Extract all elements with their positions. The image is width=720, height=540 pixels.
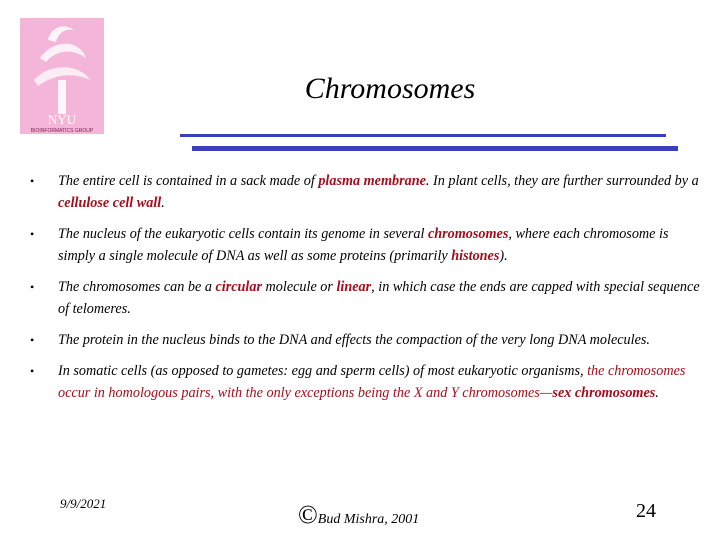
page-number: 24: [636, 500, 656, 522]
bullet-text-segment: .: [655, 385, 659, 401]
bullet-text-segment: the chromosomes occur in homologous pairs, with the only exceptions being the X and Y chromosomes—: [58, 363, 686, 401]
footer-date: 9/9/2021: [60, 496, 107, 511]
bullet-text-segment: chromosomes: [427, 226, 509, 242]
bullet-text-segment: .: [161, 195, 165, 211]
bullet-text-segment: sex chromosomes: [552, 385, 656, 401]
bullet-text-segment: The protein in the nucleus binds to the DNA and effects the compaction of the very long DNA molecules.: [58, 332, 650, 348]
footer-author: Bud Mishra, 2001: [317, 512, 420, 527]
logo-subtitle: BIOINFORMATICS GROUP: [30, 128, 94, 134]
bullet-text-segment: In somatic cells (as opposed to gametes: egg and sperm cells) of most eukaryotic organisms,: [58, 363, 588, 379]
copyright-symbol: ©: [298, 500, 318, 529]
title-rule-bottom: [192, 146, 678, 151]
bullet-text-segment: linear: [336, 279, 372, 295]
bullet-item: [30, 223, 702, 267]
footer-copyright: [298, 500, 419, 530]
slide-title: Chromosomes: [304, 72, 476, 105]
bullet-icon: •: [30, 174, 35, 188]
title-rule-top: [180, 134, 666, 137]
bullet-text-segment: circular: [215, 279, 262, 295]
bullet-text-segment: cellulose cell wall: [58, 195, 162, 211]
bullet-text-segment: , in which case the ends are capped with special sequence of telomeres.: [58, 279, 700, 317]
bullet-icon: •: [30, 280, 35, 294]
bullet-item: [30, 360, 702, 404]
logo-text: NYU: [47, 112, 77, 127]
bullet-text-segment: The entire cell is contained in a sack made of: [58, 173, 319, 189]
nyu-logo: [20, 18, 104, 134]
logo-torch-icon: [58, 80, 66, 114]
bullet-icon: •: [30, 333, 35, 347]
bullet-text-segment: . In plant cells, they are further surrounded by a: [425, 173, 699, 189]
bullet-text-segment: histones: [451, 248, 500, 264]
bullet-text-segment: The nucleus of the eukaryotic cells contain its genome in several: [58, 226, 428, 242]
bullet-item: [30, 170, 702, 214]
bullet-icon: •: [30, 364, 35, 378]
bullet-icon: •: [30, 227, 35, 241]
bullet-text-segment: , where each chromosome is simply a single molecule of DNA as well as some proteins (primarily: [58, 226, 669, 264]
bullet-item: [30, 329, 702, 351]
bullet-text-segment: molecule or: [262, 279, 337, 295]
bullet-list: [30, 170, 702, 413]
bullet-text-segment: plasma membrane: [318, 173, 426, 189]
bullet-text-segment: The chromosomes can be a: [58, 279, 216, 295]
bullet-item: [30, 276, 702, 320]
bullet-text-segment: ).: [499, 248, 508, 264]
